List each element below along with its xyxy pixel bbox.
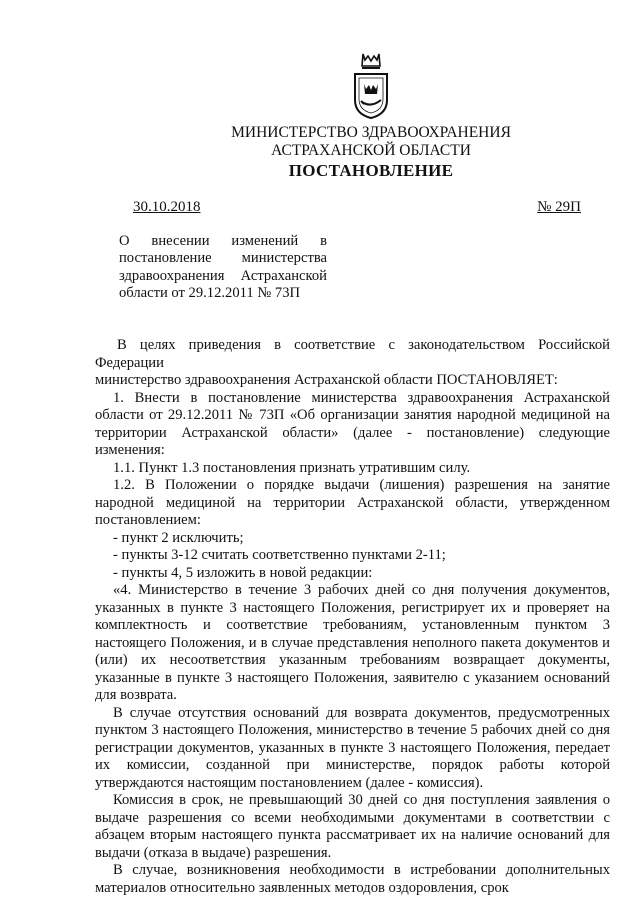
decree-number: № 29П xyxy=(537,199,581,215)
subject-line: О внесении изменений в xyxy=(119,233,327,249)
body-paragraph: 1.1. Пункт 1.3 постановления признать утратившим силу. xyxy=(113,459,471,476)
subject-line: области от 29.12.2011 № 73П xyxy=(119,284,301,301)
body-paragraph: министерство здравоохранения Астраханской области ПОСТАНОВЛЯЕТ: xyxy=(95,372,558,388)
coat-of-arms-icon xyxy=(351,52,391,120)
decree-subject xyxy=(119,233,327,302)
body-paragraph: - пункт 2 исключить; xyxy=(113,529,244,546)
body-paragraph: - пункты 3-12 считать соответственно пунктами 2-11; xyxy=(113,547,446,563)
body-paragraph: 1.2. В Положении о порядке выдачи (лишения) разрешения на занятие народной медициной на территории Астраханской области, утвержденном постановлением: xyxy=(95,477,610,528)
ministry-name-line1: МИНИСТЕРСТВО ЗДРАВООХРАНЕНИЯ xyxy=(231,124,511,141)
subject-line: постановление министерства xyxy=(119,250,327,267)
body-paragraph: В целях приведения в соответствие с законодательством Российской Федерации xyxy=(95,337,610,371)
ministry-name-line2: АСТРАХАНСКОЙ ОБЛАСТИ xyxy=(271,142,471,159)
body-paragraph: Комиссия в срок, не превышающий 30 дней со дня поступления заявления о выдаче разрешения со всеми необходимыми документами в соответствии с абзацем вторым настоящего пункта рассматривает их на наличие оснований для выдачи (отказа в выдаче) разрешения. xyxy=(95,792,610,861)
body-paragraph: В случае, возникновения необходимости в истребовании дополнительных материалов относительно заявленных методов оздоровления, срок xyxy=(95,862,610,896)
decree-body xyxy=(95,337,610,897)
body-paragraph: - пункты 4, 5 изложить в новой редакции: xyxy=(113,564,373,581)
body-paragraph: В случае отсутствия оснований для возврата документов, предусмотренных пунктом 3 настоящего Положения, министерство в течение 5 рабочих дней со дня регистрации документов, указанных в пункте 3 настоящего Положения, передает их комиссии, созданной при министерстве, порядок работы которой утверждаются настоящим постановлением (далее - комиссия). xyxy=(95,704,610,791)
body-paragraph: «4. Министерство в течение 3 рабочих дней со дня получения документов, указанных в пункте 3 настоящего Положения, регистрирует их и проверяет на комплектность и соответствие требованиям, установленным пунктом 3 настоящего Положения, и в случае представления неполного пакета документов и (или) их несоответствия указанным требованиям возвращает документы, указанные в пункте 3 настоящего Положения, заявителю с указанием оснований для возврата. xyxy=(95,582,610,703)
decree-title: ПОСТАНОВЛЕНИЕ xyxy=(288,161,454,180)
body-paragraph: 1. Внести в постановление министерства здравоохранения Астраханской области от 29.12.2011 № 73П «Об организации занятия народной медициной на территории Астраханской области» (далее - постановление) следующие изменения: xyxy=(95,389,610,458)
decree-date: 30.10.2018 xyxy=(133,199,201,215)
subject-line: здравоохранения Астраханской xyxy=(119,267,327,284)
